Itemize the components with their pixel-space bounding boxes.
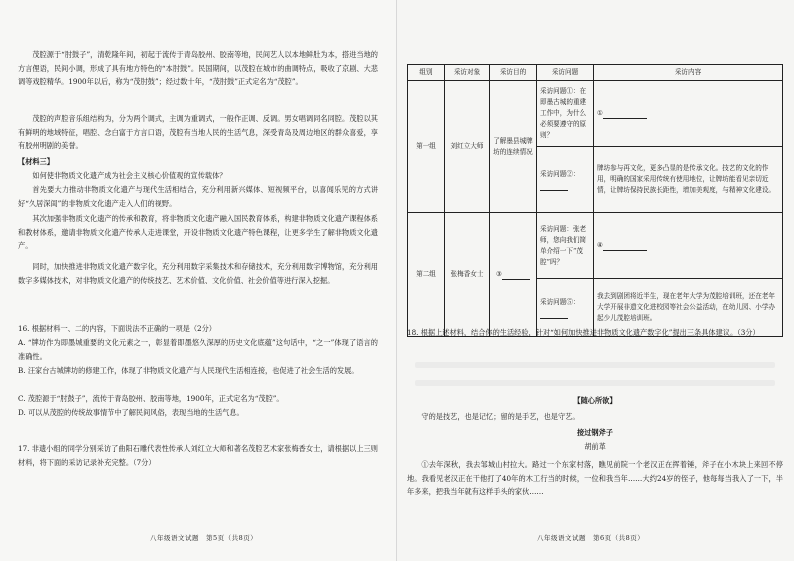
q16-option-b: B. 汪家台古城牌坊的修建工作，体现了非物质文化遗产与人民现代生活相连接，也促进了社会生活的发展。 [18,366,359,375]
group2-name: 第二组 [408,213,445,337]
header-purpose: 采访目的 [490,65,537,81]
header-interviewee: 采访对象 [445,65,490,81]
paragraph-question: 如何使非物质文化遗产成为社会主义核心价值观的宣传载体？ [32,171,227,180]
answer-blank[interactable] [540,182,568,191]
group1-purpose: 了解墨县城牌坊的连续情况 [490,81,537,213]
group1-answer2: 牌坊参与再文化，更多凸显的是传承文化。技艺的文化的作用，明确的国家采用传统有使用地位，让牌坊能看见亲切近情，让牌坊保持民族长距性，增加美观度，与精神文化建设。 [594,147,783,213]
group2-question1: 采访问题：张老师，您向我们简单介绍一下“茂腔”吗？ [537,213,594,279]
group2-purpose-cell [490,213,537,337]
group1-answer1-cell [594,81,783,147]
article-title: 接过钢斧子 [577,428,613,437]
group2-question2-label: 采访问题⑤： [540,297,580,306]
table-row [408,81,783,147]
section-title: 【随心所欲】 [573,396,617,405]
answer-line[interactable] [415,380,775,386]
answer-blank[interactable] [603,110,647,119]
q17-stem: 17. 非遗小组的同学分别采访了曲阳石雕代表性传承人刘红立大师和著名茂腔艺术家张梅香女士，请根据以上三则材料，将下面的采访记录补充完整。（7分） [18,444,378,467]
paragraph-second: 其次加强非物质文化遗产的传承和教育，将非物质文化遗产融入国民教育体系，构建非物质文化遗产课程体系和教材体系，邀请非物质文化遗产传承人走进课堂，开设非物质文化遗产特色课程，让更多学生了解非物质文化遗产。 [18,214,378,251]
epigraph-quote: 守的是技艺，也是记忆；留的是手艺，也是守艺。 [421,412,580,421]
page-footer-right: 八年级语文试题 第6页（共8页） [537,534,645,542]
header-group: 组别 [408,65,445,81]
header-content: 采访内容 [594,65,783,81]
q16-stem: 16. 根据材料一、二的内容，下面说法不正确的一项是（2分） [18,324,216,333]
q16-option-c: C. 茂腔源于“肘鼓子”，流传于青岛胶州、胶南等地，1900年，正式定名为“茂腔”。 [18,394,284,403]
page-footer-left: 八年级语文试题 第5页（共8页） [150,534,258,542]
article-author: 胡前革 [584,442,606,451]
paragraph-maoqiang-music: 茂腔的声腔音乐组结构为，分为两个调式，主调为重调式，一般作正调、反调。男女唱调同名同腔。茂腔以其有鲜明的地域特征，唱腔、念白富于方言口语，茂腔有当地人民的生活气息，深受青岛及周边地区的群众喜爱，享有胶州明剧的美誉。 [18,114,378,151]
paragraph-third: 同时，加快推进非物质文化遗产数字化，充分利用数字采集技术和存储技术，充分利用数字博物馆，充分利用数字多媒体技术，对非物质文化遗产的传统技艺、艺术价值、文化价值、社会价值等进行深入挖掘。 [18,262,378,285]
interview-record-table [407,64,783,337]
table-header-row [408,65,783,81]
group2-answer1-mark: ④ [597,241,603,249]
answer-blank[interactable] [540,310,568,319]
table-row [408,213,783,279]
header-question: 采访问题 [537,65,594,81]
answer-line[interactable] [415,362,775,368]
group1-answer1-mark: ① [597,109,603,117]
group2-person: 张梅香女士 [445,213,490,337]
q18-stem: 18. 根据上述材料，结合你的生活经验，针对“如何加快推进非物质文化遗产数字化”提出三条具体建议。（3分） [407,328,760,337]
group1-person: 刘红立大师 [445,81,490,213]
answer-blank[interactable] [603,242,647,251]
group1-question2-label: 采访问题②： [540,169,580,178]
group1-question1: 采访问题①：在即墨古城的重建工作中，为什么必须要遵守的原则？ [537,81,594,147]
group2-purpose-mark: ③ [496,270,502,278]
paragraph-first: 首先要大力推动非物质文化遗产与现代生活相结合，充分利用新兴媒体、短视频平台，以喜闻乐见的方式讲好“久居深闺”的非物质文化遗产走入人们的视野。 [18,185,378,208]
q16-option-a: A. “牌坊作为即墨城重要的文化元素之一，彰显着即墨悠久深厚的历史文化底蕴”这句话中，“之一”体现了语言的准确性。 [18,338,378,361]
q16-option-d: D. 可以从茂腔的传统故事情节中了解民间风俗，表现当地的生活气息。 [18,408,244,417]
article-paragraph-1: ①去年深秋，我去邹城山村拉大。路过一个东家村落，瞧见前院一个老汉正在挥着锤，斧子在小木块上来回不停地。我看见老汉正在干他打了40年的木工行当的时候，一位和我当年……大约24岁的侄子，他每每当我入了一下，半年多来，把我当年就有这样手头的家伙…… [407,460,783,497]
right-page [397,0,794,561]
group1-question2-cell [537,147,594,213]
group2-answer1-cell [594,213,783,279]
group2-answer2: 我去到剧团将近半生，现在老年大学为茂腔培训班，还在老年大学开展非遗文化进校园等社会公益活动，在幼儿园、小学办起少儿茂腔培训班。 [594,279,783,337]
material-three-heading: 【材料三】 [18,157,54,166]
answer-blank[interactable] [502,271,530,280]
group1-name: 第一组 [408,81,445,213]
paragraph-maoqiang-origin: 茂腔源于“肘鼓子”，清乾隆年间，初起于流传于青岛胶州、胶南等地，民间艺人以本地鲜肚为本，搭进当地的方言俚语，民间小调，形成了具有地方特色的“本肘鼓”。民国期间，以茂腔在城市的曲调特点，吸收了京剧、大悲调等戏腔精华。1900年以后，称为“茂肘鼓”；经过数十年，“茂肘鼓”正式定名为“茂腔”。 [18,50,378,87]
